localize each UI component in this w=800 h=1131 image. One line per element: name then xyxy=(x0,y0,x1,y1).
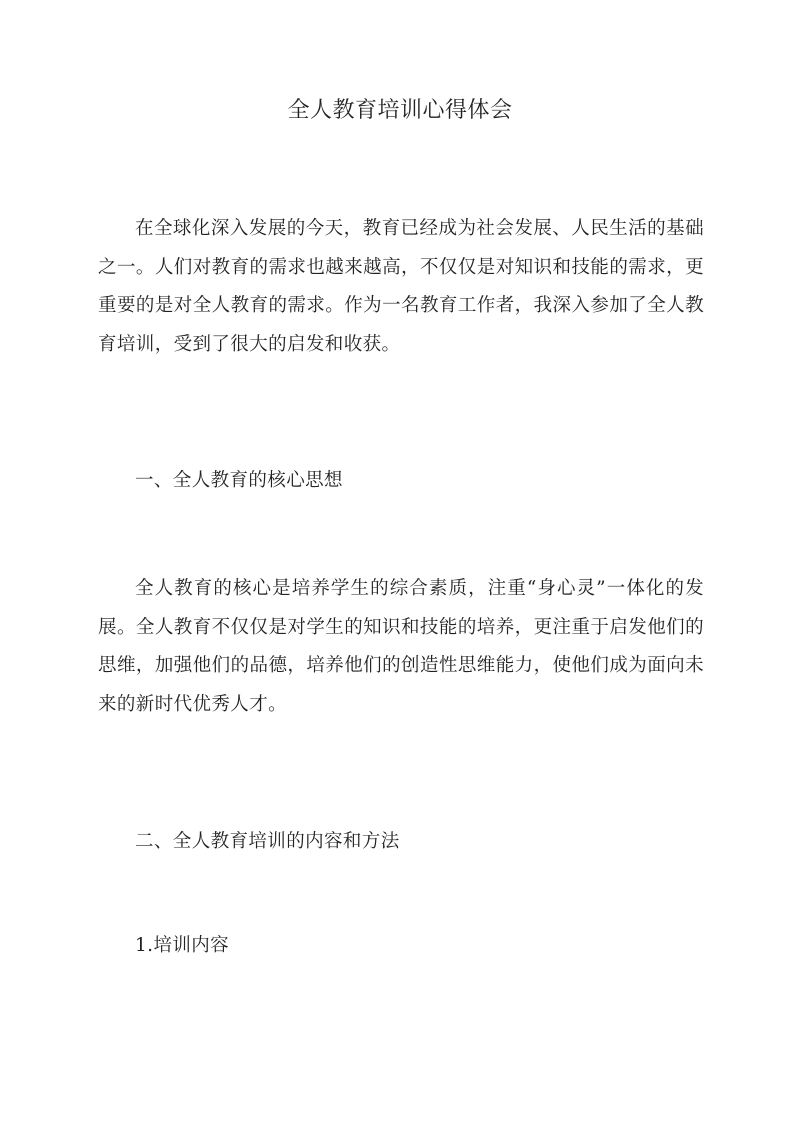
section-one-heading: 一、全人教育的核心思想 xyxy=(135,470,343,491)
section-two-heading: 二、全人教育培训的内容和方法 xyxy=(135,831,400,852)
section-two-subheading: 1.培训内容 xyxy=(135,935,230,956)
document-title: 全人教育培训心得体会 xyxy=(287,98,513,123)
section-one-paragraph: 全人教育的核心是培养学生的综合素质，注重“身心灵”一体化的发展。全人教育不仅仅是对学生的知识和技能的培养，更注重于启发他们的思维，加强他们的品德，培养他们的创造性思维能力，使他们成为面向未来的新时代优秀人才。 xyxy=(98,578,704,715)
intro-paragraph: 在全球化深入发展的今天，教育已经成为社会发展、人民生活的基础之一。人们对教育的需求也越来越高，不仅仅是对知识和技能的需求，更重要的是对全人教育的需求。作为一名教育工作者，我深入参加了全人教育培训，受到了很大的启发和收获。 xyxy=(98,218,704,355)
